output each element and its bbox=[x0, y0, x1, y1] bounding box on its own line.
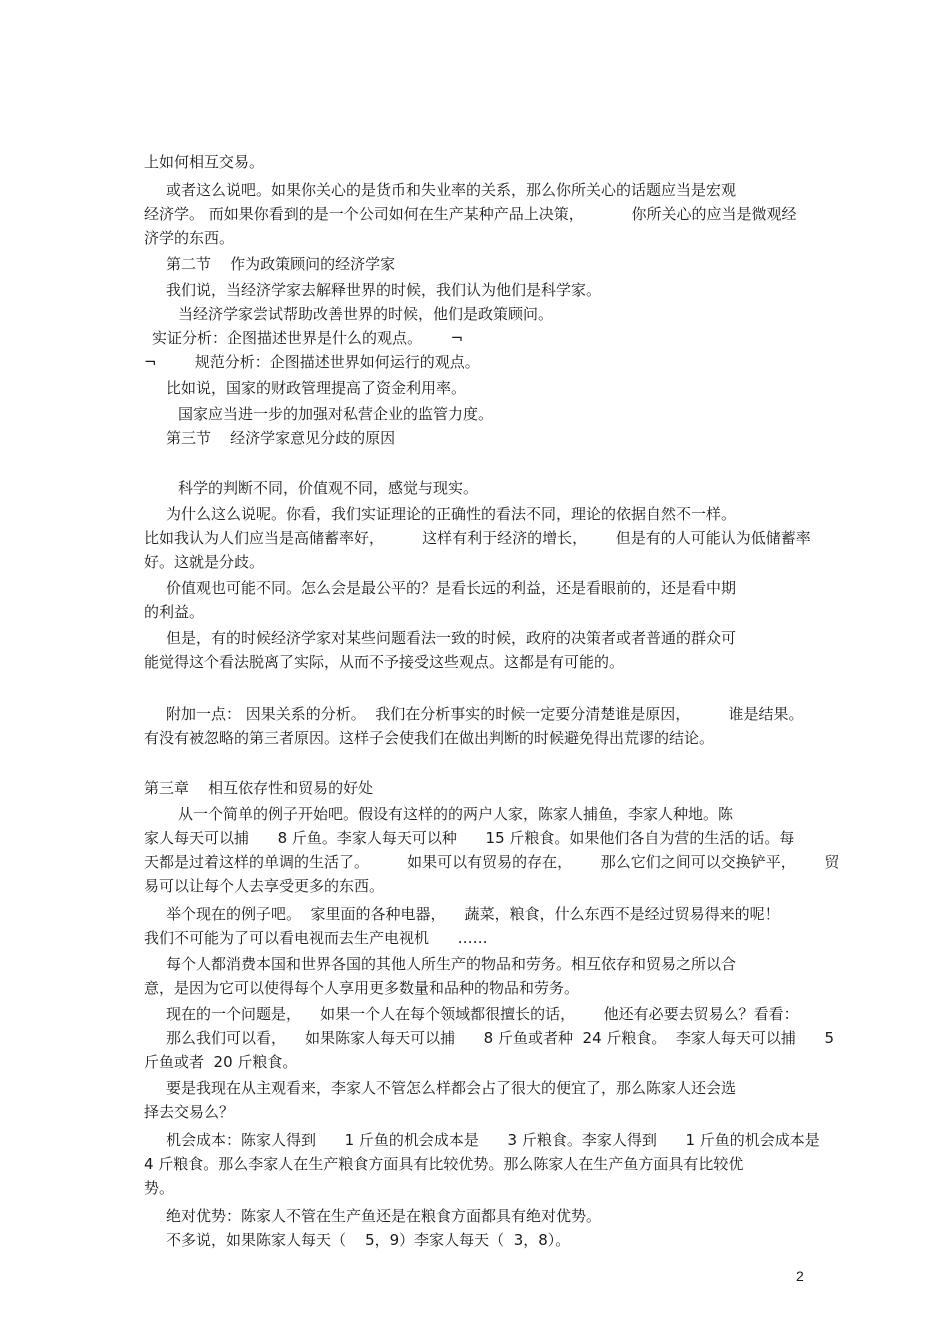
text-line: 价值观也可能不同。怎么会是最公平的？是看长远的利益，还是看眼前的，还是看中期 bbox=[166, 579, 737, 597]
text-line: 从一个简单的例子开始吧。假设有这样的的两户人家，陈家人捕鱼，李家人种地。陈 bbox=[178, 805, 734, 823]
text-line: 每个人都消费本国和世界各国的其他人所生产的物品和劳务。相互依存和贸易之所以合 bbox=[166, 955, 737, 973]
text-line: 或者这么说吧。如果你关心的是货币和失业率的关系，那么你所关心的话题应当是宏观 bbox=[166, 181, 737, 199]
text-line: 实证分析：企图描述世界是什么的观点。 ¬ bbox=[152, 329, 464, 347]
section-heading: 第三节 经济学家意见分歧的原因 bbox=[166, 429, 396, 447]
text-line: 上如何相互交易。 bbox=[144, 153, 265, 171]
text-line: 要是我现在从主观看来，李家人不管怎么样都会占了很大的便宜了，那么陈家人还会选 bbox=[166, 1079, 737, 1097]
text-line: 择去交易么？ bbox=[144, 1103, 235, 1121]
page-number: 2 bbox=[796, 1268, 804, 1284]
text-line: 有没有被忽略的第三者原因。这样子会使我们在做出判断的时候避免得出荒谬的结论。 bbox=[144, 729, 715, 747]
text-line: 能觉得这个看法脱离了实际，从而不予接受这些观点。这都是有可能的。 bbox=[144, 653, 625, 671]
text-line: 势。 bbox=[144, 1179, 175, 1197]
text-line: 经济学。 而如果你看到的是一个公司如何在生产某种产品上决策， 你所关心的应当是微观经 bbox=[144, 205, 797, 223]
text-line: 比如我认为人们应当是高储蓄率好， 这样有利于经济的增长， 但是有的人可能认为低储蓄率 bbox=[144, 529, 811, 547]
chapter-heading: 第三章 相互依存性和贸易的好处 bbox=[144, 779, 374, 797]
text-line: 附加一点： 因果关系的分析。 我们在分析事实的时候一定要分清楚谁是原因， 谁是结果。 bbox=[166, 705, 804, 723]
text-line: 4 斤粮食。那么李家人在生产粮食方面具有比较优势。那么陈家人在生产鱼方面具有比较优 bbox=[144, 1155, 744, 1173]
text-line: 那么我们可以看， 如果陈家人每天可以捕 8 斤鱼或者种 24 斤粮食。 李家人每天可以捕 5 bbox=[166, 1029, 835, 1047]
text-line: 天都是过着这样的单调的生活了。 如果可以有贸易的存在， 那么它们之间可以交换铲平， 贸 bbox=[144, 853, 840, 871]
text-line: 为什么这么说呢。你看，我们实证理论的正确性的看法不同，理论的依据自然不一样。 bbox=[166, 505, 737, 523]
text-line: 国家应当进一步的加强对私营企业的监管力度。 bbox=[178, 405, 494, 423]
text-line: 机会成本：陈家人得到 1 斤鱼的机会成本是 3 斤粮食。李家人得到 1 斤鱼的机会成本是 bbox=[166, 1131, 820, 1149]
text-line: ¬ 规范分析：企图描述世界如何运行的观点。 bbox=[144, 353, 480, 371]
text-line: 但是，有的时候经济学家对某些问题看法一致的时候，政府的决策者或者普通的群众可 bbox=[166, 629, 737, 647]
text-line: 意，是因为它可以使得每个人享用更多数量和品种的物品和劳务。 bbox=[144, 979, 580, 997]
text-line: 不多说，如果陈家人每天（ 5，9）李家人每天（ 3，8）。 bbox=[166, 1231, 571, 1249]
text-line: 现在的一个问题是， 如果一个人在每个领域都很擅长的话， 他还有必要去贸易么？看看： bbox=[166, 1005, 799, 1023]
text-line: 当经济学家尝试帮助改善世界的时候，他们是政策顾问。 bbox=[178, 305, 554, 323]
text-line: 好。这就是分歧。 bbox=[144, 553, 265, 571]
text-line: 绝对优势：陈家人不管在生产鱼还是在粮食方面都具有绝对优势。 bbox=[166, 1207, 602, 1225]
text-line: 比如说，国家的财政管理提高了资金利用率。 bbox=[166, 379, 467, 397]
text-line: 斤鱼或者 20 斤粮食。 bbox=[144, 1053, 298, 1071]
text-line: 我们不可能为了可以看电视而去生产电视机 …… bbox=[144, 929, 488, 947]
section-heading: 第二节 作为政策顾问的经济学家 bbox=[166, 255, 396, 273]
text-line: 我们说，当经济学家去解释世界的时候，我们认为他们是科学家。 bbox=[166, 281, 602, 299]
text-line: 济学的东西。 bbox=[144, 229, 235, 247]
text-line: 举个现在的例子吧。 家里面的各种电器， 蔬菜，粮食，什么东西不是经过贸易得来的呢！ bbox=[166, 905, 780, 923]
text-line: 的利益。 bbox=[144, 603, 205, 621]
text-line: 科学的判断不同，价值观不同，感觉与现实。 bbox=[178, 479, 479, 497]
text-line: 家人每天可以捕 8 斤鱼。李家人每天可以种 15 斤粮食。如果他们各自为营的生活的话。每 bbox=[144, 829, 795, 847]
text-line: 易可以让每个人去享受更多的东西。 bbox=[144, 877, 385, 895]
